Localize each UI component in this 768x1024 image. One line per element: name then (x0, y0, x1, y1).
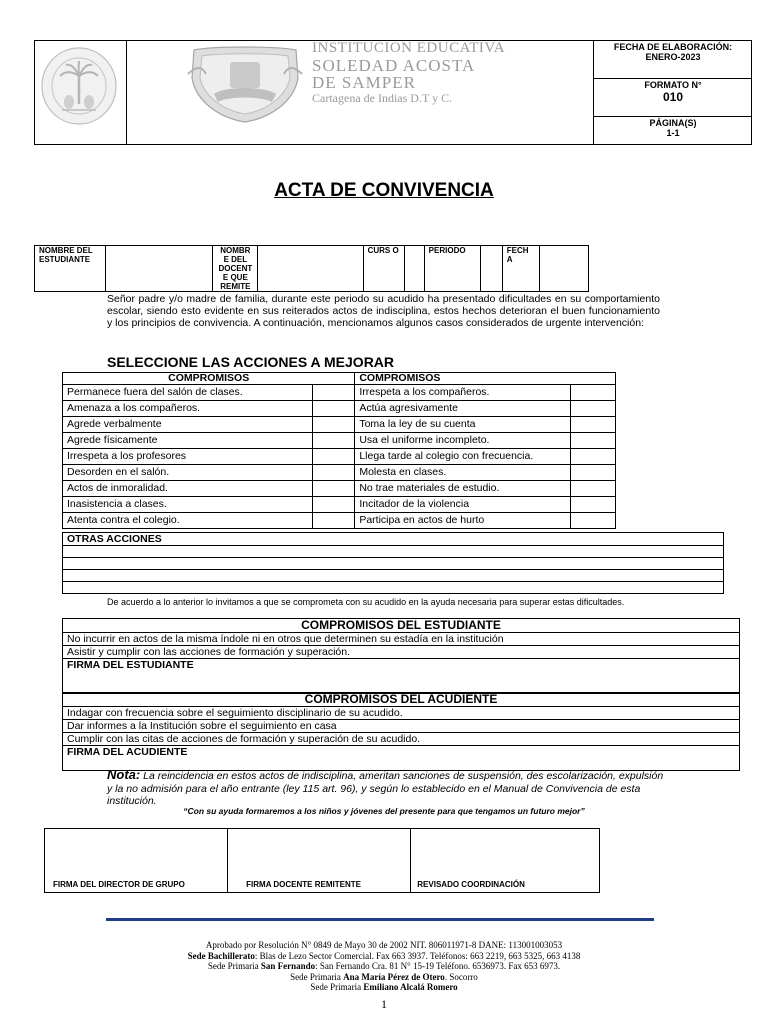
footer-divider (106, 918, 654, 921)
compromiso-row (63, 513, 616, 529)
agreement-text: De acuerdo a lo anterior lo invitamos a que se comprometa con su acudido en la ayuda necesaria para superar estas dificultades. (107, 597, 625, 607)
estudiante-title: COMPROMISOS DEL ESTUDIANTE (63, 619, 740, 633)
firma-acudiente-field[interactable] (63, 746, 740, 771)
compromisos-estudiante-table (62, 618, 740, 694)
firma-director-field[interactable] (45, 829, 228, 893)
otras-acciones-line[interactable] (63, 558, 724, 570)
footer-sede-bachillerato: Sede Bachillerato: Blas de Lezo Sector Comercial. Fax 663 3937. Teléfonos: 663 2219, 663 5325, 663 4138 (187, 950, 581, 961)
compromiso-label: No trae materiales de estudio. (355, 481, 571, 497)
compromiso-label: Actos de inmoralidad. (63, 481, 313, 497)
compromiso-label: Actúa agresivamente (355, 401, 571, 417)
compromiso-label: Amenaza a los compañeros. (63, 401, 313, 417)
estudiante-item: No incurrir en actos de la misma índole ni en otros que determinen su estadía en la institución (63, 633, 740, 646)
compromiso-label: Participa en actos de hurto (355, 513, 571, 529)
compromiso-check[interactable] (313, 449, 355, 465)
compromiso-check[interactable] (571, 449, 616, 465)
fecha-label: FECH A (502, 246, 539, 292)
header-divider (593, 116, 752, 117)
compromiso-label: Agrede físicamente (63, 433, 313, 449)
firma-estudiante-label: FIRMA DEL ESTUDIANTE (67, 659, 194, 671)
firma-docente-field[interactable] (228, 829, 411, 893)
compromisos-header: COMPROMISOS (63, 373, 355, 385)
footer-text (0, 940, 768, 993)
fecha-elaboracion-value: ENERO-2023 (645, 52, 701, 62)
acudiente-item: Cumplir con las citas de acciones de formación y superación de su acudido. (63, 733, 740, 746)
firma-docente-label: FIRMA DOCENTE REMITENTE (246, 880, 361, 889)
compromisos-acudiente-table (62, 692, 740, 771)
compromiso-label: Atenta contra el colegio. (63, 513, 313, 529)
compromiso-label: Desorden en el salón. (63, 465, 313, 481)
pagina-label: PÁGINA(S) (649, 118, 697, 128)
compromiso-check[interactable] (313, 513, 355, 529)
compromiso-row (63, 465, 616, 481)
compromiso-row (63, 401, 616, 417)
compromiso-label: Toma la ley de su cuenta (355, 417, 571, 433)
otras-acciones-line[interactable] (63, 582, 724, 594)
acudiente-item: Dar informes a la Institución sobre el seguimiento en casa (63, 720, 740, 733)
compromiso-check[interactable] (571, 497, 616, 513)
compromiso-label: Incitador de la violencia (355, 497, 571, 513)
acudiente-item: Indagar con frecuencia sobre el seguimiento disciplinario de su acudido. (63, 707, 740, 720)
student-info-table (34, 245, 589, 292)
compromisos-table (62, 372, 616, 529)
compromiso-row (63, 433, 616, 449)
compromiso-row (63, 417, 616, 433)
compromiso-label: Usa el uniforme incompleto. (355, 433, 571, 449)
firma-director-label: FIRMA DEL DIRECTOR DE GRUPO (53, 880, 185, 889)
compromiso-label: Permanece fuera del salón de clases. (63, 385, 313, 401)
compromiso-check[interactable] (313, 497, 355, 513)
compromiso-label: Llega tarde al colegio con frecuencia. (355, 449, 571, 465)
footer-approval: Aprobado por Resolución N° 0849 de Mayo 30 de 2002 NIT. 806011971-8 DANE: 113001003053 (205, 940, 563, 950)
compromisos-header: COMPROMISOS (355, 373, 616, 385)
otras-acciones-line[interactable] (63, 546, 724, 558)
header-divider (126, 40, 127, 145)
nota-block (107, 769, 667, 808)
estudiante-item: Asistir y cumplir con las acciones de formación y superación. (63, 646, 740, 659)
firma-estudiante-field[interactable] (63, 659, 740, 694)
nombre-estudiante-field[interactable] (106, 246, 213, 292)
compromiso-label: Irrespeta a los profesores (63, 449, 313, 465)
curso-label: CURS O (363, 246, 404, 292)
footer-sede-emiliano: Sede Primaria Emiliano Alcalá Romero (310, 982, 458, 992)
compromiso-check[interactable] (571, 481, 616, 497)
compromiso-label: Molesta en clases. (355, 465, 571, 481)
revisado-coordinacion-field[interactable] (411, 829, 600, 893)
docente-field[interactable] (258, 246, 363, 292)
compromiso-label: Inasistencia a clases. (63, 497, 313, 513)
otras-acciones-label: OTRAS ACCIONES (63, 533, 724, 546)
city-seal-logo (40, 46, 118, 126)
school-name-line: SOLEDAD ACOSTA (312, 56, 476, 75)
periodo-label: PERIODO (424, 246, 480, 292)
page-number: 1 (381, 997, 387, 1011)
compromiso-check[interactable] (313, 433, 355, 449)
compromiso-check[interactable] (571, 385, 616, 401)
footer-sede-san-fernando: Sede Primaria San Fernando: San Fernando Cra. 81 N° 15-19 Teléfono. 6536973. Fax 653 6973. (207, 961, 561, 971)
compromiso-check[interactable] (571, 417, 616, 433)
compromiso-check[interactable] (571, 401, 616, 417)
compromiso-check[interactable] (313, 417, 355, 433)
page-title: ACTA DE CONVIVENCIA (274, 180, 494, 201)
compromiso-check[interactable] (313, 385, 355, 401)
otras-acciones-line[interactable] (63, 570, 724, 582)
select-heading: SELECCIONE LAS ACCIONES A MEJORAR (107, 354, 395, 370)
nota-text: La reincidencia en estos actos de indisciplina, ameritan sanciones de suspensión, des escolarización, expulsión y la no admisión para el año entrante (ley 115 art. 96), y según lo establecido en el Manual de Convivencia de esta institución. (107, 770, 664, 807)
school-name-line: INSTITUCION EDUCATIVA (312, 40, 506, 56)
school-name-line: DE SAMPER (312, 73, 416, 92)
nombre-estudiante-label: NOMBRE DEL ESTUDIANTE (35, 246, 106, 292)
revisado-coordinacion-label: REVISADO COORDINACIÓN (417, 880, 525, 889)
compromiso-row (63, 481, 616, 497)
school-city-line: Cartagena de Indias D.T y C. (312, 91, 453, 105)
compromiso-check[interactable] (571, 465, 616, 481)
school-crest-logo (184, 44, 306, 124)
compromiso-check[interactable] (313, 401, 355, 417)
compromiso-label: Agrede verbalmente (63, 417, 313, 433)
pagina-value: 1-1 (666, 128, 680, 138)
fecha-elaboracion-label: FECHA DE ELABORACIÓN: (613, 42, 733, 52)
periodo-field[interactable] (480, 246, 502, 292)
compromiso-check[interactable] (313, 481, 355, 497)
compromiso-row (63, 385, 616, 401)
compromiso-check[interactable] (571, 513, 616, 529)
intro-paragraph: Señor padre y/o madre de familia, durante este periodo su acudido ha presentado dificultades en su comportamiento escolar, siendo esto evidente en sus reiterados actos de indisciplina, estos hechos deterioran el buen funcionamiento y los principios de convivencia. A continuación, mencionamos algunos casos considerados de urgente intervención: (107, 293, 660, 329)
header-divider (593, 78, 752, 79)
compromiso-label: Irrespeta a los compañeros. (355, 385, 571, 401)
formato-label: FORMATO N° (644, 80, 702, 90)
compromiso-check[interactable] (313, 465, 355, 481)
fecha-field[interactable] (539, 246, 588, 292)
firma-acudiente-label: FIRMA DEL ACUDIENTE (67, 746, 188, 758)
compromiso-row (63, 449, 616, 465)
acudiente-title: COMPROMISOS DEL ACUDIENTE (63, 693, 740, 707)
docente-label: NOMBR E DEL DOCENT E QUE REMITE (213, 246, 258, 292)
curso-field[interactable] (404, 246, 424, 292)
compromiso-check[interactable] (571, 433, 616, 449)
nota-label: Nota: (107, 767, 141, 782)
signatures-table (44, 828, 600, 893)
otras-acciones-table (62, 532, 724, 594)
compromiso-row (63, 497, 616, 513)
formato-value: 010 (662, 90, 684, 104)
footer-sede-ana-maria: Sede Primaria Ana María Pérez de Otero. Socorro (290, 971, 478, 982)
nota-quote: “Con su ayuda formaremos a los niños y jóvenes del presente para que tengamos un futuro mejor” (183, 806, 585, 816)
